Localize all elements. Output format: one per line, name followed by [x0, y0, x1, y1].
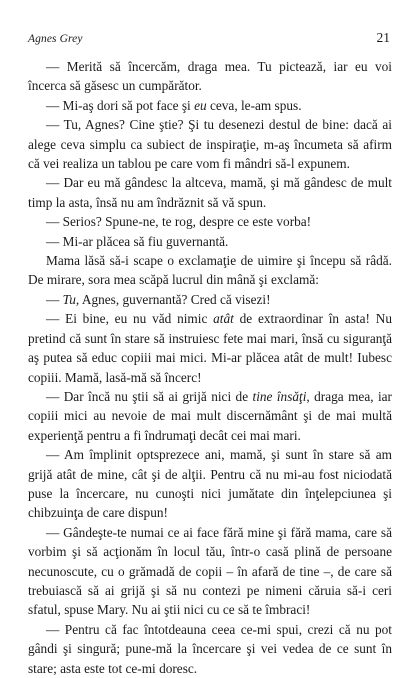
text-run: — Ei bine, eu nu văd nimic [46, 311, 214, 327]
paragraph [28, 115, 392, 173]
paragraph [28, 309, 392, 387]
paragraph [28, 251, 392, 290]
italic-text-run: tine însăţi [252, 388, 307, 404]
italic-text-run: Tu, [62, 291, 80, 307]
text-run: — Mi-aş dori să pot face şi [46, 97, 195, 113]
paragraph [28, 290, 392, 309]
paragraph [28, 57, 392, 96]
running-title: Agnes Grey [28, 33, 83, 45]
paragraph [28, 173, 392, 212]
body-text [28, 57, 392, 678]
paragraph [28, 523, 392, 620]
paragraph [28, 620, 392, 678]
text-run: ceva, le-am spus. [206, 97, 302, 113]
text-run: — Serios? Spune-ne, te rog, despre ce este vorba! [46, 214, 312, 230]
text-run: — Pentru că fac întotdeauna ceea ce-mi spui, crezi că nu pot gândi şi singură; pune-mă la încercare şi vei vedea de ce sunt în stare; asta este tot ce-mi doresc. [28, 621, 392, 676]
paragraph [28, 212, 392, 231]
text-run: — Merită să încercăm, draga mea. Tu pictează, iar eu voi încerca să găsesc un cumpărător. [28, 59, 392, 94]
text-run: — Gândeşte-te numai ce ai face fără mine şi fără mama, care să vorbim şi să acţionăm în locul tău, într-o casă plină de persoane necunoscute, cu o grămadă de copii – în afară de tine –, de care să trebuiască să ai grijă şi să nu contezi pe nimeni căruia să-i ceri sfatul, spuse Mary. Nu ai ştii nici cu ce să te îmbraci! [28, 524, 392, 618]
paragraph [28, 96, 392, 115]
paragraph [28, 232, 392, 251]
paragraph [28, 387, 392, 445]
page-number: 21 [376, 30, 390, 45]
text-run: — Mi-ar plăcea să fiu guvernantă. [46, 233, 229, 249]
text-run: — Dar eu mă gândesc la altceva, mamă, şi mă gândesc de mult timp la asta, însă nu am îndrăznit să vă spun. [28, 175, 392, 210]
text-run: de extraordinar în asta! Nu pretind că sunt în stare să instruiesc fete mai mari, însă cu siguranţă aş putea să educ copiii mai mici. Mi-ar plăcea atât de mult! Iubesc copiii. Mamă, lasă-mă să încerc! [28, 311, 392, 385]
italic-text-run: atât [213, 311, 234, 327]
text-run: Mama lăsă să-i scape o exclamaţie de uimire şi începu să râdă. De mirare, sora mea scăpă lucrul din mână şi exclamă: [28, 253, 392, 288]
page-header [28, 30, 392, 46]
text-run: — Tu, Agnes? Cine ştie? Şi tu desenezi destul de bine: dacă ai alege ceva simplu ca subiect de inspiraţie, m-aş încumeta să afirm că vei realiza un tablou pe care vom fi mândri să-l expunem. [28, 117, 392, 172]
text-run: Agnes, guvernantă? Cred că visezi! [79, 291, 271, 307]
text-run: — [46, 291, 63, 307]
text-run: — Am împlinit optsprezece ani, mamă, şi sunt în stare să am grijă atât de mine, cât şi de alţii. Pentru că nu mi-au fost niciodată puse la încercare, nu cunoşti nici jumătate din înţelepciunea şi chibzuinţa de care dispun! [28, 447, 392, 521]
text-run: , draga mea, iar copiii mici au nevoie de mai mult discernământ şi de mai multă experienţă pentru a fi îndrumaţi decât cei mai mari. [28, 388, 392, 443]
italic-text-run: eu [194, 97, 207, 113]
paragraph [28, 445, 392, 523]
text-run: — Dar încă nu ştii să ai grijă nici de [46, 388, 253, 404]
